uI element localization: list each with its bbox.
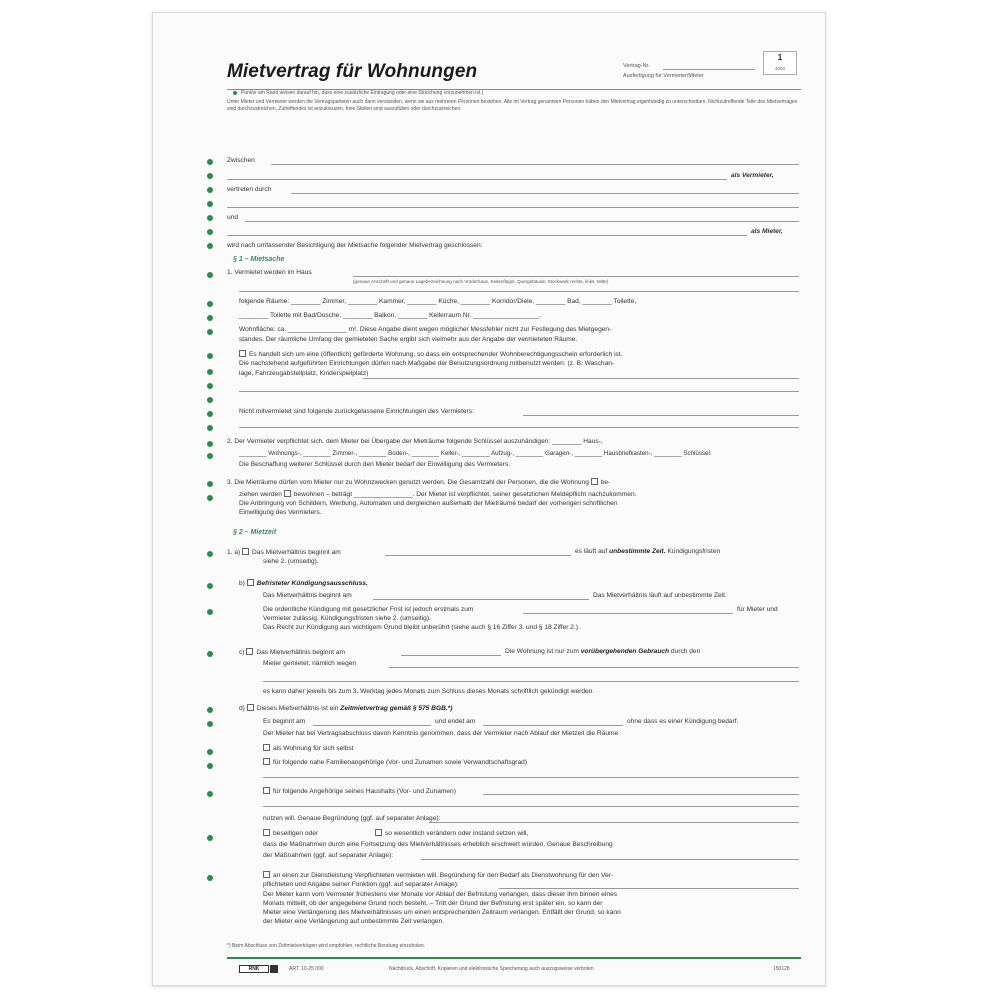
s1-p3-be: be- bbox=[600, 479, 611, 486]
article-number: ART. 10-25 000 bbox=[289, 966, 324, 972]
margin-dot-icon bbox=[207, 583, 213, 589]
s2-d-2e: ohne dass es einer Kündigung bedarf. bbox=[627, 718, 739, 725]
und-label: und bbox=[227, 214, 239, 221]
s1-p1: 1. Vermietet werden im Haus bbox=[227, 269, 312, 276]
s2-b-label: b) bbox=[239, 580, 245, 587]
margin-dot-icon bbox=[207, 481, 213, 487]
s2-c-1b: vorübergehenden Gebrauch bbox=[580, 648, 670, 655]
zeitmietvertrag-checkbox[interactable] bbox=[247, 704, 254, 711]
vertrag-nr-line[interactable] bbox=[663, 69, 755, 70]
c-grund-line-2[interactable] bbox=[263, 681, 799, 682]
c-beginn-line[interactable] bbox=[401, 655, 501, 656]
s2-a-bold: unbestimmte Zeit. bbox=[609, 548, 666, 555]
s2-d-10: der Maßnahmen (ggf. auf separater Anlage): bbox=[263, 852, 394, 859]
haus-hint: (genaue Anschrift und genaue Lagebezeichnung nach Vorderhaus, Seitenflügel, Quergebäude, Stockwerk rechts, links, Mitte) bbox=[353, 279, 609, 284]
vertreten-line-2[interactable] bbox=[227, 207, 799, 208]
massnahmen-line[interactable] bbox=[421, 859, 799, 860]
s2-c-2: Mieter gemietet, nämlich wegen bbox=[263, 660, 357, 667]
als-vermieter-label: als Vermieter, bbox=[731, 172, 774, 179]
geschlossen-text: wird nach umfassender Besichtigung der Mietsache folgender Mietvertrag geschlossen: bbox=[227, 242, 483, 249]
b-beginn-line[interactable] bbox=[373, 599, 589, 600]
margin-dot-icon bbox=[207, 651, 213, 657]
margin-dot-icon bbox=[207, 875, 213, 881]
wohnflaeche-b: standes. Der räumliche Umfang der gemieteten Sache ergibt sich vielmehr aus der Angabe der vermieteten Räume. bbox=[239, 336, 578, 343]
einrichtungen-line-2[interactable] bbox=[239, 391, 799, 392]
margin-dot-icon bbox=[207, 369, 213, 375]
margin-dot-icon bbox=[207, 315, 213, 321]
vertrag-nr-label: Vertrag-Nr. bbox=[623, 63, 650, 69]
s2-d-8a: beseitigen oder bbox=[273, 830, 319, 837]
s1-p3-b: ziehen werden bbox=[239, 491, 282, 498]
s2-d-2: Es beginnt am bbox=[263, 718, 306, 725]
dienstwohnung-checkbox[interactable] bbox=[263, 871, 270, 878]
vermieter-line-2[interactable] bbox=[227, 179, 727, 180]
margin-dot-icon bbox=[207, 383, 213, 389]
margin-dot-icon bbox=[207, 229, 213, 235]
margin-dot-icon bbox=[207, 215, 213, 221]
margin-dot-icon bbox=[207, 425, 213, 431]
s2-d-11: an einen zur Dienstleistung Verpflichteten vermieten will. Begründung für den Bedarf als Dienstwohnung für den Ver- bbox=[273, 872, 614, 879]
footnote: *) Beim Abschluss von Zeitmietverträgen wird empfohlen, rechtliche Beratung einzuholen. bbox=[227, 943, 426, 949]
s2-a-end2: Kündigungsfristen bbox=[667, 548, 721, 555]
s2-d-14: Monats mitteilt, ob der angegebene Grund noch besteht. – Tritt der Grund der Befristung erst später ein, so kann der bbox=[263, 900, 603, 907]
margin-dot-icon bbox=[207, 441, 213, 447]
s2-a-sub: siehe 2. (umseitig). bbox=[263, 558, 319, 565]
note-dot-icon bbox=[233, 91, 237, 95]
beseitigen-checkbox[interactable] bbox=[263, 829, 270, 836]
s1-p3-bewohnen: bewohnen – beträgt ________________. Der Mieter ist verpflichtet, seiner gesetzlichen Meldepflicht nachzukommen. bbox=[293, 491, 637, 498]
s2-d-12: pflichteten und Angabe seiner Funktion (ggf. auf separater Anlage): bbox=[263, 881, 459, 888]
s2-a-end: es läuft auf bbox=[575, 548, 608, 555]
haushalt-line[interactable] bbox=[483, 794, 799, 795]
s2-b-3: Vermieter zulässig. Kündigungsfristen siehe 2. (umseitig). bbox=[263, 615, 431, 622]
s2-d-6: für folgende Angehörige seines Haushalts (Vor- und Zunamen) bbox=[273, 788, 456, 795]
margin-dot-icon bbox=[207, 721, 213, 727]
s2-c-3: es kann daher jeweils bis zum 3. Werktag jedes Monats zum Schluss dieses Monats schriftlich gekündigt werden. bbox=[263, 688, 595, 695]
oeff-gefoerdert-checkbox[interactable] bbox=[239, 350, 246, 357]
margin-dot-icon bbox=[207, 749, 213, 755]
wohnflaeche-a: Wohnfläche: ca. ________________ m². Diese Angabe dient wegen möglicher Messfehler nicht zur Festlegung des Mietgegen- bbox=[239, 326, 612, 333]
s2-d-label: d) bbox=[239, 705, 245, 712]
s2-d-8b: so wesentlich verändern oder instand setzen will, bbox=[385, 830, 529, 837]
s1-p3-a: 3. Die Mieträume dürfen vom Mieter nur zu Wohnzwecken genutzt werden. Die Gesamtzahl der Personen, die die Wohnung bbox=[227, 479, 589, 486]
margin-dot-icon bbox=[207, 201, 213, 207]
s2-d-9: dass die Maßnahmen durch eine Fortsetzung des Mietverhältnisses erheblich erschwert würden. Genaue Beschreibung bbox=[263, 841, 613, 848]
margin-dot-icon bbox=[207, 243, 213, 249]
s2-a-label: 1. a) bbox=[227, 549, 241, 556]
b-kuendigung-line[interactable] bbox=[523, 613, 733, 614]
nicht-mitvermietet: Nicht mitvermietet sind folgende zurückgelassene Einrichtungen des Vermieters: bbox=[239, 408, 474, 415]
margin-dot-icon bbox=[207, 411, 213, 417]
s2-d-2m: und endet am bbox=[435, 718, 476, 725]
footer-code: 150128 bbox=[773, 966, 790, 972]
s1-p2-c: Die Beschaffung weiterer Schlüssel durch den Mieter bedarf der Einwilligung des Vermieters. bbox=[239, 461, 511, 468]
s1-p2-b: ________ Wohnungs-, ________ Zimmer-, ________ Boden-, ________ Keller-, ________ Aufzug-, ________ Garagen-, ________ Hausbriefkasten-, ________ Schlüssel. bbox=[239, 450, 712, 457]
margin-dot-icon bbox=[207, 551, 213, 557]
unbestimmte-zeit-checkbox[interactable] bbox=[242, 548, 249, 555]
haus-line-2[interactable] bbox=[239, 291, 799, 292]
s2-d-1: Dieses Mietverhältnis ist ein bbox=[256, 705, 339, 712]
d-ende-line[interactable] bbox=[483, 725, 623, 726]
ausfertigung-label: Ausfertigung für Vermieter/Mieter bbox=[623, 73, 704, 79]
haushalt-checkbox[interactable] bbox=[263, 787, 270, 794]
margin-dot-icon bbox=[207, 791, 213, 797]
c-grund-line[interactable] bbox=[389, 667, 799, 668]
page-number: 1 bbox=[777, 53, 783, 62]
page-title: Mietvertrag für Wohnungen bbox=[227, 61, 478, 82]
intro-text: Unter Mieter und Vermieter werden die Vertragsparteien auch dann verstanden, wenn sie aus mehreren Personen bestehen. Alle im Vertrag genannten Personen haben den Mietvertrag eigenhändig zu unterschreiben. Nichtzutreffende Teile des Mietvertrages sind durchzustreichen, Zutreffendes ist anzukreuzen, freie Stellen sind auszufüllen oder durchzustreichen. bbox=[227, 99, 798, 112]
margin-dot-icon bbox=[207, 397, 213, 403]
margin-dot-icon bbox=[207, 329, 213, 335]
footer-rule bbox=[227, 957, 801, 959]
margin-dot-icon bbox=[207, 159, 213, 165]
brand-logo: RNK bbox=[239, 965, 269, 973]
brand-logo-mark-icon bbox=[270, 965, 278, 973]
nicht-mitvermietet-line-2[interactable] bbox=[239, 427, 799, 428]
oeff-a: Es handelt sich um eine (öffentlich) geförderte Wohnung, so dass ein entsprechender Wohnberechtigungsschein erforderlich ist. bbox=[249, 351, 623, 358]
s1-p3-d: Einwilligung des Vermieters. bbox=[239, 509, 322, 516]
s2-b-1: Das Mietverhältnis beginnt am bbox=[263, 592, 352, 599]
margin-dot-icon bbox=[207, 173, 213, 179]
s2-d-16: der Mieter eine Verlängerung auf unbestimmte Zeit verlangen. bbox=[263, 918, 445, 925]
s2-d-4: als Wohnung für sich selbst bbox=[273, 745, 354, 752]
s2-c-label: c) bbox=[239, 649, 245, 656]
d-beginn-line[interactable] bbox=[313, 725, 431, 726]
s2-d-13: Der Mieter kann vom Vermieter frühestens vier Monate vor Ablauf der Befristung verlangen, dass dieser ihm binnen eines bbox=[263, 891, 618, 898]
vertreten-label: vertreten durch bbox=[227, 186, 272, 193]
befristet-checkbox[interactable] bbox=[247, 579, 254, 586]
s2-d-15: Mieter eine Verlängerung des Mietverhältnisses um einen entsprechenden Zeitraum verlangen. Entfällt der Grund, so kann bbox=[263, 909, 621, 916]
als-mieter-label: als Mieter, bbox=[751, 228, 783, 235]
vermieter-line-1[interactable] bbox=[271, 164, 799, 165]
vertreten-line[interactable] bbox=[291, 193, 799, 194]
haus-line[interactable] bbox=[353, 276, 799, 277]
haushalt-line-2[interactable] bbox=[263, 806, 799, 807]
oeff-b: Die nachstehend aufgeführten Einrichtungen dürfen nach Maßgabe der Benutzungsordnung mitbenutzt werden: (z. B. Waschan- bbox=[239, 360, 615, 367]
margin-dot-icon bbox=[207, 707, 213, 713]
beziehen-checkbox[interactable] bbox=[591, 478, 598, 485]
einrichtungen-line-1[interactable] bbox=[363, 378, 799, 379]
s2-b-4: Das Recht zur Kündigung aus wichtigem Grund bleibt unberührt (siehe auch § 16 Ziffer 3. und § 18 Ziffer 2.). bbox=[263, 624, 580, 631]
s2-b-2: Die ordentliche Kündigung mit gesetzlicher Frist ist jedoch erstmals zum bbox=[263, 606, 474, 613]
familie-checkbox[interactable] bbox=[263, 758, 270, 765]
section-2-title: § 2 – Mietzeit bbox=[233, 529, 277, 536]
begruendung-line[interactable] bbox=[429, 822, 799, 823]
veraendern-checkbox[interactable] bbox=[375, 829, 382, 836]
margin-dot-icon bbox=[207, 187, 213, 193]
s2-d-3: Der Mieter hat bei Vertragsabschluss davon Kenntnis genommen, dass der Vermieter nach Ablauf der Mietzeit die Räume bbox=[263, 730, 619, 737]
copyright-text: Nachdruck, Abschrift, Kopieren und elektronische Speicherung auch auszugsweise verboten. bbox=[389, 966, 595, 972]
margin-dot-icon bbox=[207, 609, 213, 615]
nicht-mitvermietet-line[interactable] bbox=[523, 415, 799, 416]
margin-dot-icon bbox=[207, 301, 213, 307]
margin-dot-icon bbox=[207, 835, 213, 841]
zwischen-label: Zwischen bbox=[227, 157, 255, 164]
bewohnen-checkbox[interactable] bbox=[284, 490, 291, 497]
raeume-line-b: ________ Toilette mit Bad/Dusche, ________ Balkon, ________ Kellerraum Nr. __________________, bbox=[239, 312, 541, 319]
mieter-line-2[interactable] bbox=[227, 235, 747, 236]
page-caption: 4000 bbox=[774, 66, 785, 71]
funktion-line[interactable] bbox=[499, 888, 799, 889]
s1-p2-a: 2. Der Vermieter verpflichtet sich, dem Mieter bei Übergabe der Mieträume folgende Schlüssel auszuhändigen: ________ Haus-, bbox=[227, 438, 603, 445]
s2-b-1r: Das Mietverhältnis läuft auf unbestimmte Zeit. bbox=[593, 592, 727, 599]
margin-dot-icon bbox=[207, 272, 213, 278]
page-number-box bbox=[763, 51, 797, 75]
s2-b-2r: für Mieter und bbox=[737, 606, 778, 613]
s2-d-5: für folgende nahe Familienangehörige (Vor- und Zunamen sowie Verwandtschaftsgrad) bbox=[273, 759, 528, 766]
a-beginn-line[interactable] bbox=[385, 555, 571, 556]
oeff-c: lage, Fahrzeugabstellplatz, Kinderspielplatz) bbox=[239, 370, 369, 377]
familie-line[interactable] bbox=[263, 777, 799, 778]
s2-c-1r: Die Wohnung ist nur zum bbox=[505, 648, 579, 655]
margin-dot-icon bbox=[207, 453, 213, 459]
s2-c-1: Das Mietverhältnis beginnt am bbox=[256, 649, 346, 656]
s2-d-1b: Zeitmietvertrag gemäß § 575 BGB.*) bbox=[340, 705, 453, 712]
raeume-line-a: folgende Räume: ________ Zimmer, ________ Kammer, ________ Küche, ________ Korridor/Diele, ________ Bad, ________ Toilette, bbox=[239, 298, 637, 305]
voruebergehend-checkbox[interactable] bbox=[246, 648, 253, 655]
section-1-title: § 1 – Mietsache bbox=[233, 256, 285, 263]
s2-c-1e: durch den bbox=[670, 648, 701, 655]
contract-sheet bbox=[152, 12, 826, 986]
margin-dot-icon bbox=[207, 763, 213, 769]
margin-dot-icon bbox=[207, 495, 213, 501]
margin-dot-icon bbox=[207, 353, 213, 359]
s2-b-title: Befristeter Kündigungsausschluss. bbox=[256, 580, 368, 587]
note-punkte: Punkte am Rand weisen darauf hin, dass eine zusätzliche Eintragung oder eine Streichung vorzunehmen ist.) bbox=[241, 90, 484, 96]
s1-p3-c: Die Anbringung von Schildern, Werbung, Automaten und dergleichen außerhalb der Mieträume bedarf der vorherigen schriftlichen bbox=[239, 500, 618, 507]
s2-a-text: Das Mietverhältnis beginnt am bbox=[252, 549, 341, 556]
mieter-line-1[interactable] bbox=[245, 221, 799, 222]
eigenbedarf-checkbox[interactable] bbox=[263, 744, 270, 751]
s2-d-7: nutzen will. Genaue Begründung (ggf. auf separater Anlage): bbox=[263, 815, 441, 822]
